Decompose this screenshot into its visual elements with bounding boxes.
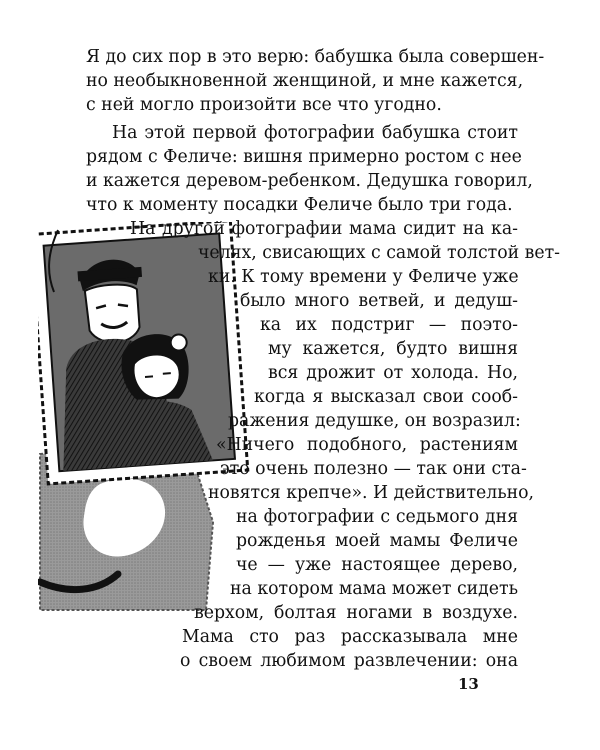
text-line: на котором мама может сидеть (230, 579, 518, 599)
text-line: на фотографии с седьмого дня (236, 507, 518, 527)
text-line: это очень полезно — так они ста- (220, 459, 527, 479)
text-line: и кажется деревом-ребенком. Дедушка говорил, (86, 171, 533, 191)
text-line: рядом с Феличе: вишня примерно ростом с нее (86, 147, 522, 167)
text-line: рожденья моей мамы Феличе (236, 531, 518, 551)
page-number: 13 (458, 675, 479, 693)
text-line: но необыкновенной женщиной, и мне кажется, (86, 71, 524, 91)
text-line: когда я высказал свои сооб- (254, 387, 518, 407)
text-line: о своем любимом развлечении: она (180, 651, 518, 671)
text-line: вся дрожит от холода. Но, (268, 363, 518, 383)
text-line: На этой первой фотографии бабушка стоит (112, 123, 518, 143)
text-line: Я до сих пор в это верю: бабушка была совершен- (86, 47, 545, 67)
text-line: ка их подстриг — поэто- (260, 315, 518, 335)
text-line: му кажется, будто вишня (268, 339, 518, 359)
text-line: че — уже настоящее дерево, (236, 555, 518, 575)
text-line: с ней могло произойти все что угодно. (86, 95, 442, 115)
text-line: На другой фотографии мама сидит на ка- (130, 219, 518, 239)
text-line: новятся крепче». И действительно, (208, 483, 535, 503)
text-line: ражения дедушке, он возразил: (228, 411, 521, 431)
text-line: верхом, болтая ногами в воздухе. (194, 603, 518, 623)
text-line: «Ничего подобного, растениям (216, 435, 518, 455)
text-line: было много ветвей, и дедуш- (240, 291, 518, 311)
text-line: ки. К тому времени у Феличе уже (208, 267, 519, 287)
text-line: что к моменту посадки Феличе было три года. (86, 195, 513, 215)
text-line: Мама сто раз рассказывала мне (182, 627, 518, 647)
text-line: челях, свисающих с самой толстой вет- (198, 243, 561, 263)
